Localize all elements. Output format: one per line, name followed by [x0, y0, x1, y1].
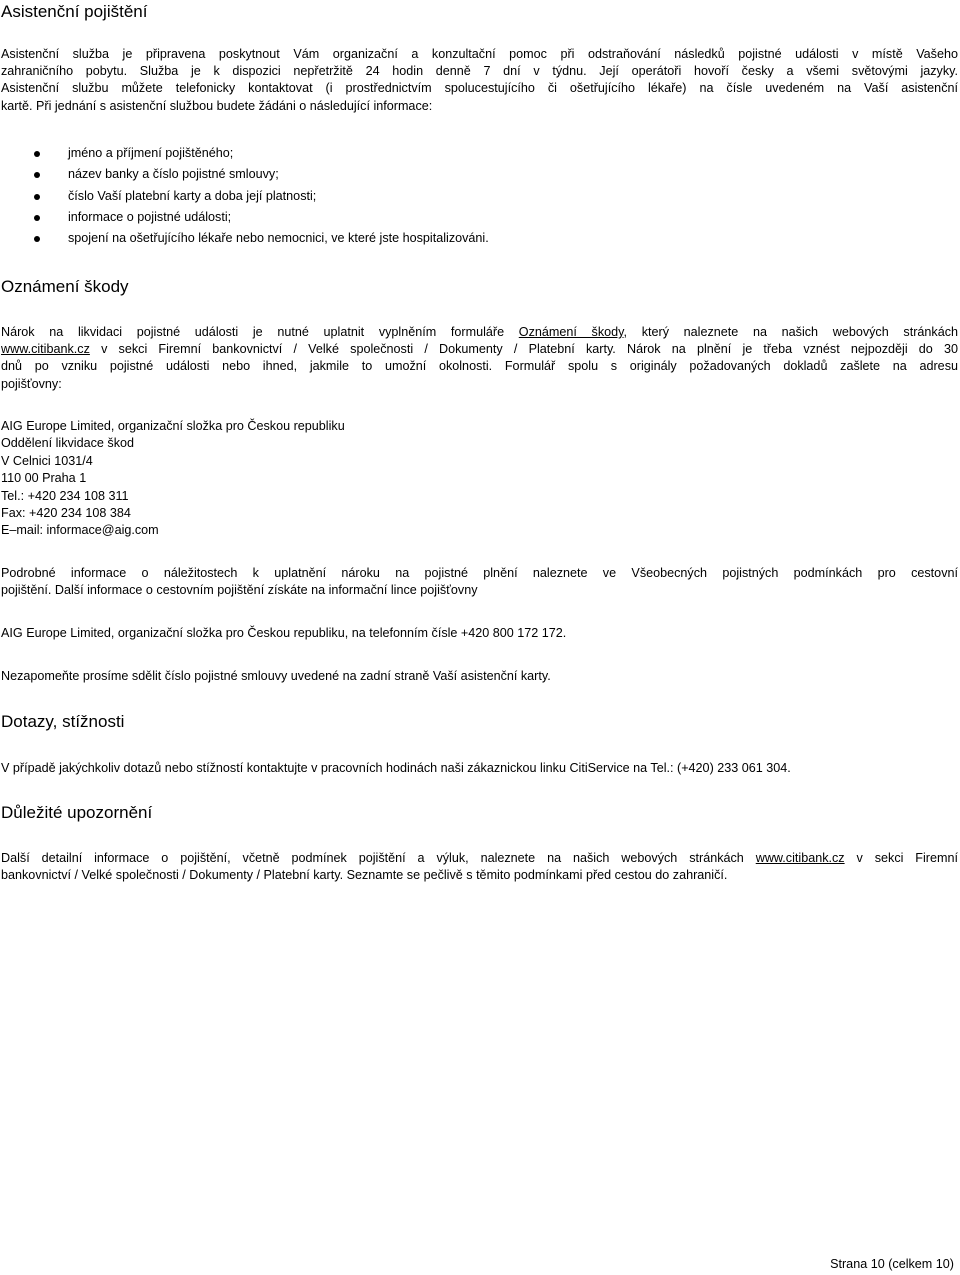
page-number: Strana 10 (celkem 10) — [830, 1257, 954, 1271]
list-item-text: jméno a příjmení pojištěného; — [68, 146, 234, 160]
address-line: V Celnici 1031/4 — [1, 453, 93, 468]
section-title-important: Důležité upozornění — [1, 803, 153, 822]
claim-paragraph — [1, 324, 958, 393]
paragraph-text: v sekci Firemní bankovnictví / Velké společnosti / Dokumenty / Platební karty. Nárok na plnění je třeba vznést nejpozději do 30 — [89, 342, 958, 357]
paragraph-text: Nárok na likvidaci pojistné události je nutné uplatnit vyplněním formuláře — [1, 325, 519, 339]
paragraph-line: zahraničního pobytu. Služba je k dispozici nepřetržitě 24 hodin denně 7 dní v týdnu. Její operátoři hovoří česky a všemi světovými jazyky. — [1, 64, 958, 79]
paragraph-text: v sekci Firemní — [844, 851, 958, 865]
insurer-address — [1, 418, 345, 540]
list-item-text: číslo Vaší platební karty a doba její platnosti; — [68, 188, 317, 203]
list-item — [0, 228, 700, 249]
paragraph-text: , který naleznete na našich webových stránkách — [623, 325, 959, 339]
paragraph-line: Podrobné informace o náležitostech k uplatnění nároku na pojistné plnění naleznete ve Všeobecných pojistných podmínkách pro cestovní — [1, 566, 958, 580]
paragraph-line: Asistenční službu můžete telefonicky kontaktovat (i prostřednictvím spolucestujícího či ošetřujícího lékaře) na čísle uvedeném na Vaší asistenční — [1, 81, 958, 96]
bullet-icon — [34, 151, 40, 157]
hotline-paragraph: AIG Europe Limited, organizační složka pro Českou republiku, na telefonním čísle +420 800 172 172. — [1, 626, 567, 640]
paragraph-line: Asistenční služba je připravena poskytnout Vám organizační a konzultační pomoc při odstraňování následků pojistné události v místě Vašeho — [1, 47, 958, 61]
questions-paragraph: V případě jakýchkoliv dotazů nebo stížností kontaktujte v pracovních hodinách naši zákaznickou linku CitiService na Tel.: (+420) 233 061 304. — [1, 761, 791, 775]
list-item — [0, 143, 700, 164]
bullet-icon — [34, 172, 40, 178]
paragraph-line — [1, 324, 958, 341]
section-title-questions: Dotazy, stížnosti — [1, 712, 125, 731]
reminder-paragraph: Nezapomeňte prosíme sdělit číslo pojistné smlouvy uvedené na zadní straně Vaší asistenční karty. — [1, 669, 551, 683]
paragraph-line: kartě. Při jednání s asistenční službou budete žádáni o následující informace: — [1, 98, 433, 113]
paragraph-line — [1, 341, 958, 358]
section-title-assistance: Asistenční pojištění — [1, 2, 148, 21]
address-line: Oddělení likvidace škod — [1, 436, 135, 451]
claim-form-link[interactable]: Oznámení škody — [518, 325, 624, 339]
important-paragraph — [1, 850, 958, 884]
paragraph-line: pojištění. Další informace o cestovním pojištění získáte na informační lince pojišťovny — [1, 583, 478, 598]
address-line: AIG Europe Limited, organizační složka pro Českou republiku — [1, 419, 345, 433]
paragraph-line — [1, 850, 958, 867]
list-item — [0, 207, 700, 228]
bullet-icon — [34, 194, 40, 200]
paragraph-line: dnů po vzniku pojistné události nebo ihned, jakmile to umožní okolnosti. Formulář spolu s originály požadovaných dokladů zašlete na adresu — [1, 359, 958, 374]
assistance-paragraph — [1, 46, 958, 115]
section-title-claim: Oznámení škody — [1, 277, 129, 296]
bullet-icon — [34, 215, 40, 221]
citibank-website-link[interactable]: www.citibank.cz — [755, 851, 845, 865]
paragraph-line: bankovnictví / Velké společnosti / Dokumenty / Platební karty. Seznamte se pečlivě s těmito podmínkami před cestou do zahraničí. — [1, 868, 728, 883]
list-item — [0, 186, 700, 207]
bullet-icon — [34, 236, 40, 242]
list-item-text: spojení na ošetřujícího lékaře nebo nemocnici, ve které jste hospitalizováni. — [68, 231, 489, 246]
paragraph-line: pojišťovny: — [1, 376, 62, 391]
citibank-website-link[interactable]: www.citibank.cz — [1, 342, 90, 357]
address-line: 110 00 Praha 1 — [1, 471, 87, 486]
paragraph-text: Další detailní informace o pojištění, včetně podmínek pojištění a výluk, naleznete na našich webových stránkách — [1, 851, 756, 865]
address-fax: Fax: +420 234 108 384 — [1, 506, 131, 521]
address-phone: Tel.: +420 234 108 311 — [1, 488, 129, 503]
list-item-text: informace o pojistné události; — [68, 209, 232, 224]
details-paragraph — [1, 565, 958, 599]
required-info-list — [0, 143, 700, 249]
address-email: E–mail: informace@aig.com — [1, 523, 159, 538]
list-item — [0, 164, 700, 185]
list-item-text: název banky a číslo pojistné smlouvy; — [68, 167, 279, 182]
